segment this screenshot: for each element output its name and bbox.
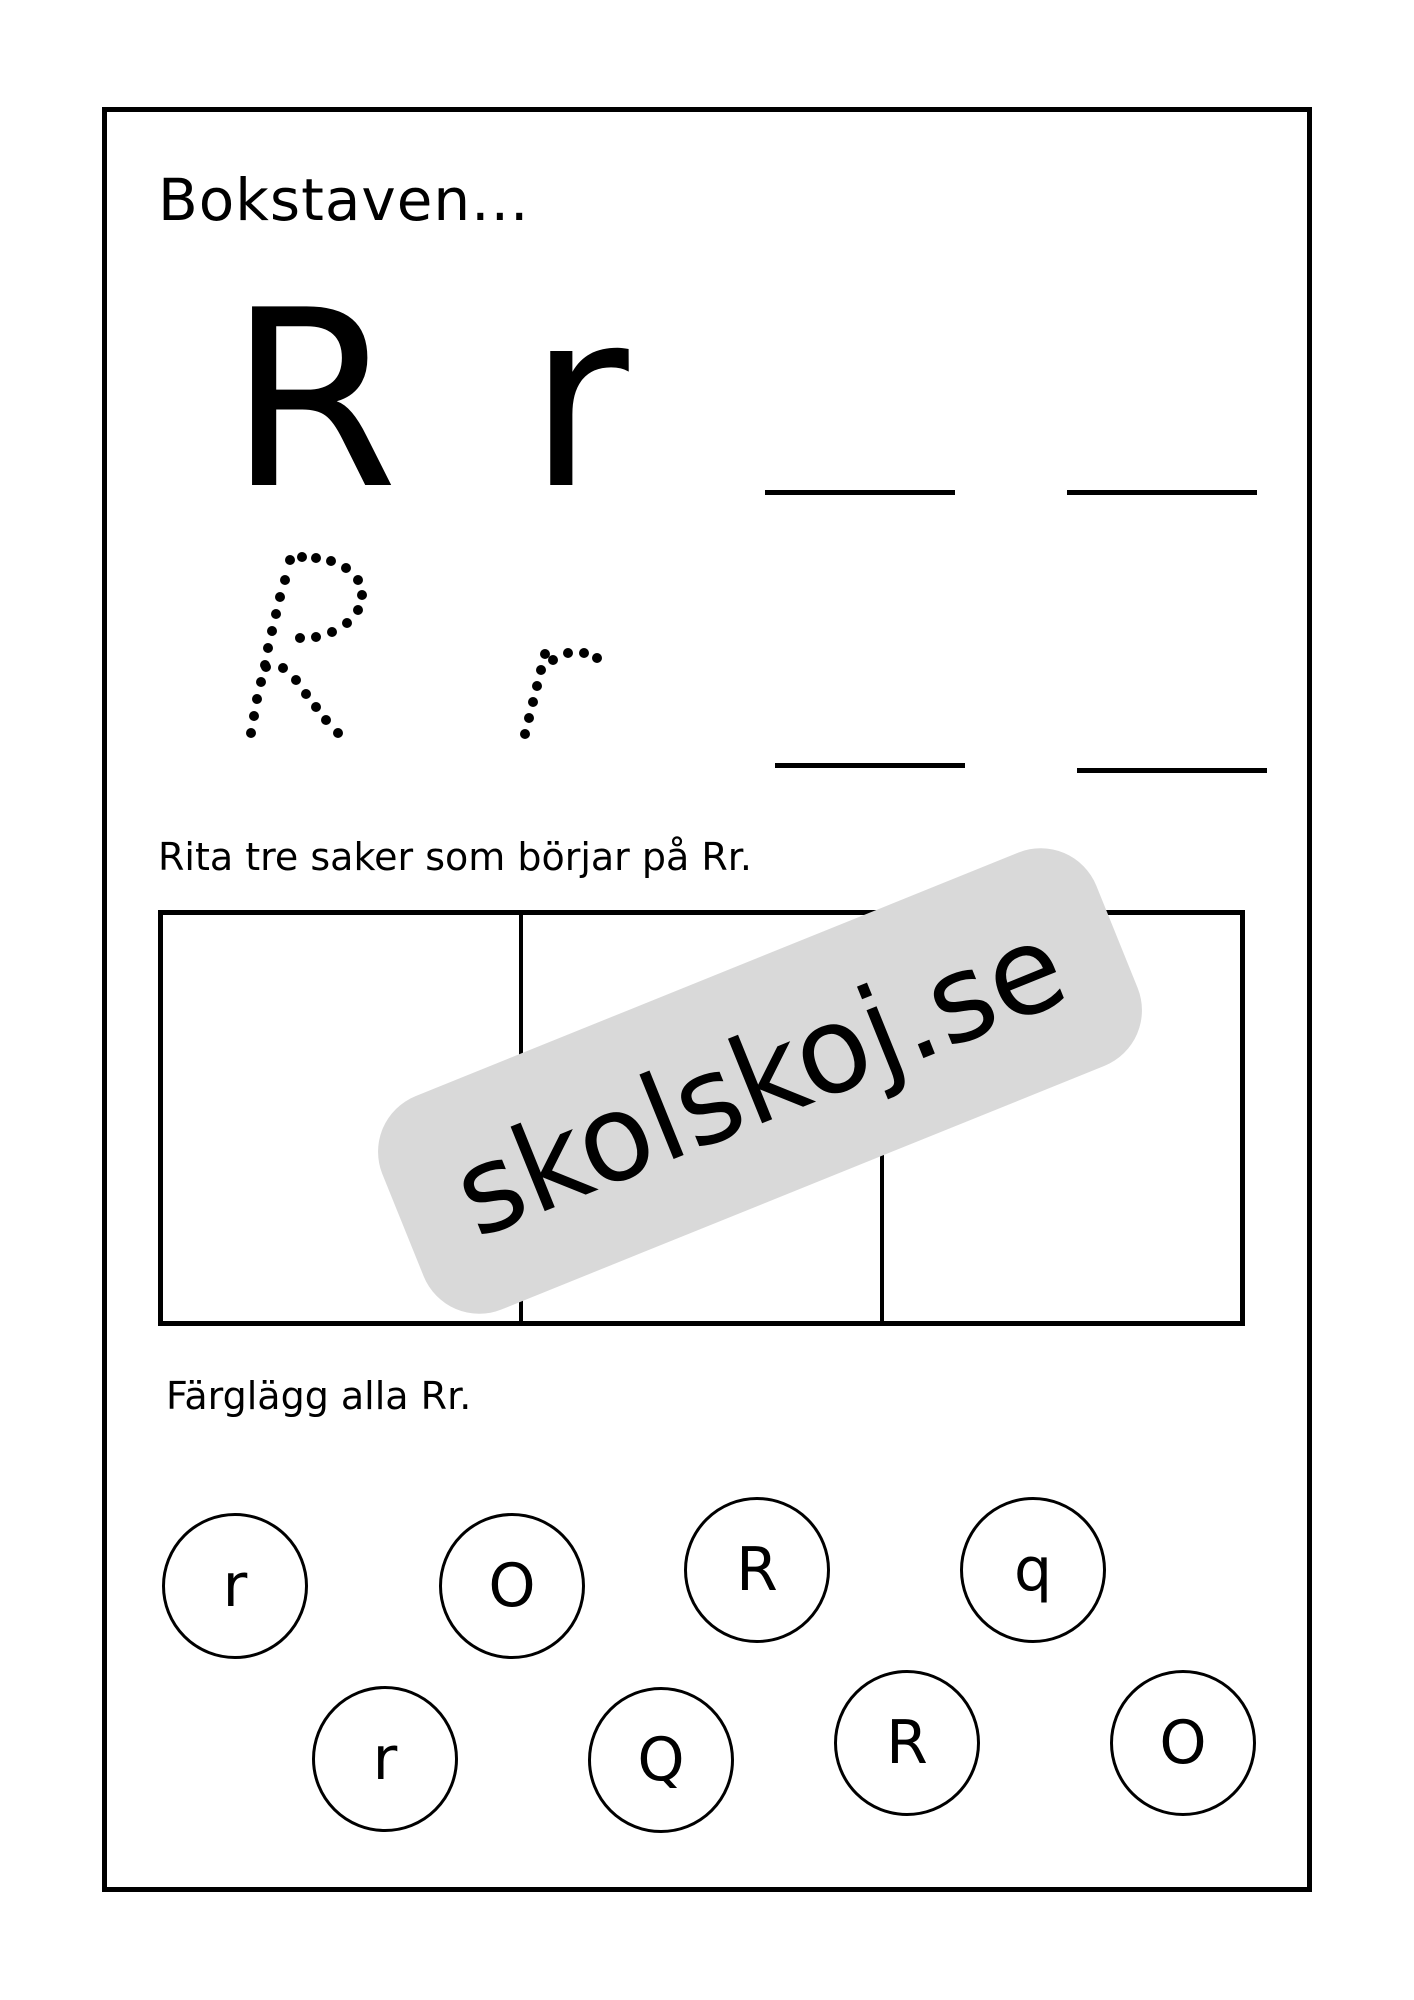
tracing-dot (256, 677, 266, 687)
letter-circle[interactable]: O (439, 1513, 585, 1659)
tracing-dot (301, 689, 311, 699)
tracing-dot (326, 556, 336, 566)
tracing-dot (321, 715, 331, 725)
letter-circle[interactable]: R (834, 1670, 980, 1816)
letter-circle[interactable]: q (960, 1497, 1106, 1643)
tracing-dot (563, 648, 573, 658)
letter-circle[interactable]: r (162, 1513, 308, 1659)
tracing-dot (249, 711, 259, 721)
tracing-dot (592, 653, 602, 663)
tracing-dot (532, 681, 542, 691)
tracing-dot (311, 553, 321, 563)
tracing-dot (267, 626, 277, 636)
tracing-dot (285, 555, 295, 565)
tracing-dot (297, 552, 307, 562)
tracing-dot (311, 702, 321, 712)
tracing-dot (548, 655, 558, 665)
tracing-dot (271, 609, 281, 619)
tracing-dot (311, 632, 321, 642)
tracing-dot (246, 728, 256, 738)
letter-circle[interactable]: O (1110, 1670, 1256, 1816)
tracing-dot (327, 627, 337, 637)
draw-instruction: Rita tre saker som börjar på Rr. (158, 835, 752, 879)
tracing-dot (540, 649, 550, 659)
tracing-dot (353, 575, 363, 585)
big-letter-lower: r (528, 258, 629, 543)
tracing-dot (252, 694, 262, 704)
tracing-dot (261, 662, 271, 672)
tracing-dot (295, 633, 305, 643)
page-title: Bokstaven... (158, 166, 530, 234)
tracing-dot (524, 713, 534, 723)
color-instruction: Färglägg alla Rr. (166, 1374, 472, 1418)
tracing-dot (333, 728, 343, 738)
big-letter-upper: R (228, 258, 399, 543)
tracing-dot (275, 592, 285, 602)
letter-circle[interactable]: R (684, 1497, 830, 1643)
tracing-dot (291, 675, 301, 685)
tracing-dot (342, 618, 352, 628)
tracing-dot (520, 729, 530, 739)
tracing-dot (353, 605, 363, 615)
watermark-stamp: skolskoj.se (360, 830, 1160, 1332)
tracing-dot (357, 590, 367, 600)
tracing-dot (280, 575, 290, 585)
letter-circle[interactable]: r (312, 1686, 458, 1832)
tracing-dot (278, 663, 288, 673)
tracing-dot (579, 648, 589, 658)
tracing-dot (528, 697, 538, 707)
letter-circle[interactable]: Q (588, 1687, 734, 1833)
tracing-dot (263, 643, 273, 653)
tracing-dot (536, 665, 546, 675)
tracing-dot (341, 563, 351, 573)
